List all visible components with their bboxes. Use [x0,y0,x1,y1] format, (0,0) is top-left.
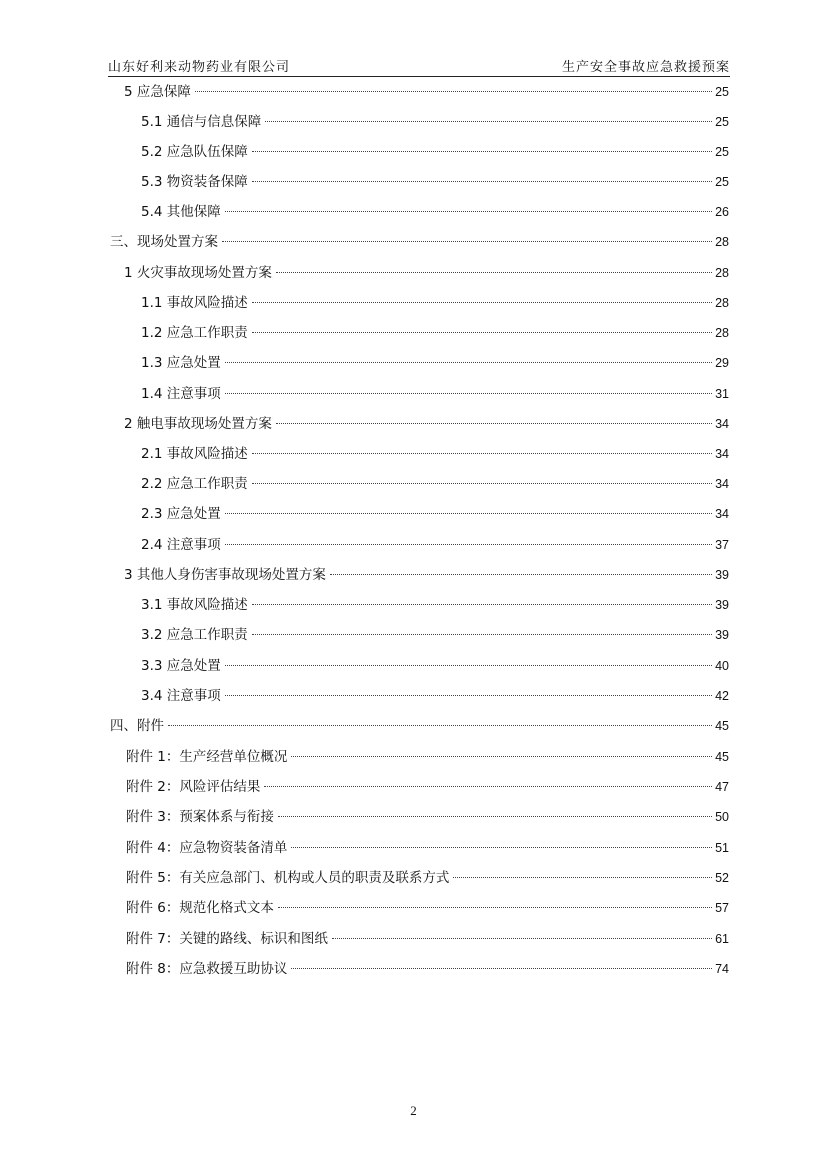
toc-entry-label: 附件 5：有关应急部门、机构或人员的职责及联系方式 [126,870,450,886]
toc-entry-page: 57 [715,901,729,915]
toc-entry-page: 39 [715,628,729,642]
toc-entry-page: 34 [715,447,729,461]
toc-entry[interactable] [141,503,729,525]
toc-leader-dots [252,604,712,605]
toc-entry-label: 2 触电事故现场处置方案 [124,416,272,432]
toc-entry-page: 28 [715,235,729,249]
toc-entry-page: 45 [715,750,729,764]
toc-entry-page: 34 [715,417,729,431]
toc-entry-label: 5.3 物资装备保障 [141,174,248,190]
toc-entry-label: 1.1 事故风险描述 [141,295,248,311]
toc-entry-label: 2.4 注意事项 [141,537,221,553]
toc-entry-label: 3.3 应急处置 [141,658,221,674]
toc-entry[interactable] [141,141,729,163]
toc-entry[interactable] [126,897,729,919]
toc-leader-dots [252,483,712,484]
toc-entry-label: 四、附件 [110,718,164,734]
toc-entry-label: 附件 1：生产经营单位概况 [126,749,288,765]
toc-entry-label: 3.2 应急工作职责 [141,627,248,643]
toc-leader-dots [225,362,712,363]
toc-entry-label: 1.4 注意事项 [141,386,221,402]
toc-entry[interactable] [126,746,729,768]
toc-leader-dots [252,302,712,303]
toc-entry-page: 37 [715,538,729,552]
toc-leader-dots [252,151,712,152]
page-header [108,56,730,77]
toc-leader-dots [330,574,712,575]
toc-entry-label: 5.4 其他保障 [141,204,221,220]
toc-entry-label: 1.3 应急处置 [141,355,221,371]
toc-entry[interactable] [110,231,729,253]
toc-entry-page: 74 [715,962,729,976]
header-document-title: 生产安全事故应急救援预案 [561,60,730,75]
toc-leader-dots [252,332,712,333]
toc-entry-page: 51 [715,841,729,855]
toc-entry-label: 附件 7：关键的路线、标识和图纸 [126,931,328,947]
page-number: 2 [410,1103,417,1118]
toc-entry-page: 34 [715,477,729,491]
toc-leader-dots [225,513,712,514]
toc-entry-page: 28 [715,266,729,280]
toc-entry-label: 5 应急保障 [124,84,191,100]
toc-entry[interactable] [126,867,729,889]
toc-leader-dots [195,91,712,92]
toc-entry[interactable] [141,292,729,314]
toc-entry[interactable] [126,958,729,980]
toc-leader-dots [225,544,712,545]
toc-entry[interactable] [124,413,729,435]
toc-entry[interactable] [124,564,729,586]
toc-entry[interactable] [126,776,729,798]
toc-leader-dots [276,423,712,424]
toc-entry-label: 3.4 注意事项 [141,688,221,704]
toc-leader-dots [276,272,712,273]
toc-leader-dots [225,665,712,666]
toc-entry[interactable] [126,806,729,828]
toc-leader-dots [264,786,712,787]
toc-leader-dots [291,847,712,848]
toc-entry-page: 29 [715,356,729,370]
toc-entry-page: 40 [715,659,729,673]
toc-entry[interactable] [141,201,729,223]
toc-leader-dots [291,968,712,969]
toc-entry-page: 25 [715,145,729,159]
toc-entry[interactable] [124,81,729,103]
toc-entry-page: 50 [715,810,729,824]
toc-entry-page: 25 [715,85,729,99]
toc-entry-label: 5.2 应急队伍保障 [141,144,248,160]
toc-entry-page: 25 [715,175,729,189]
toc-entry-label: 2.1 事故风险描述 [141,446,248,462]
toc-leader-dots [453,877,712,878]
toc-entry[interactable] [110,715,729,737]
toc-entry[interactable] [141,624,729,646]
toc-entry-page: 61 [715,932,729,946]
toc-leader-dots [225,393,712,394]
toc-entry[interactable] [126,928,729,950]
toc-entry-page: 47 [715,780,729,794]
toc-entry[interactable] [141,352,729,374]
toc-entry-label: 2.2 应急工作职责 [141,476,248,492]
toc-entry-label: 附件 2：风险评估结果 [126,779,261,795]
header-company-name: 山东好利来动物药业有限公司 [108,60,291,75]
toc-leader-dots [332,938,712,939]
toc-entry-page: 28 [715,296,729,310]
toc-entry[interactable] [141,111,729,133]
toc-entry-page: 39 [715,598,729,612]
toc-entry[interactable] [141,171,729,193]
toc-entry-page: 26 [715,205,729,219]
toc-entry-label: 附件 6：规范化格式文本 [126,900,274,916]
toc-leader-dots [278,907,712,908]
toc-entry-page: 45 [715,719,729,733]
toc-entry[interactable] [141,685,729,707]
toc-entry-page: 25 [715,115,729,129]
toc-entry[interactable] [124,262,729,284]
toc-entry-page: 28 [715,326,729,340]
toc-entry-label: 5.1 通信与信息保障 [141,114,262,130]
toc-entry-page: 42 [715,689,729,703]
toc-entry-label: 1 火灾事故现场处置方案 [124,265,272,281]
toc-entry-page: 34 [715,507,729,521]
toc-leader-dots [252,181,712,182]
toc-leader-dots [278,816,712,817]
toc-entry[interactable] [141,473,729,495]
toc-entry-page: 39 [715,568,729,582]
toc-entry-label: 1.2 应急工作职责 [141,325,248,341]
toc-entry[interactable] [141,322,729,344]
toc-entry[interactable] [141,534,729,556]
toc-entry-label: 3 其他人身伤害事故现场处置方案 [124,567,326,583]
toc-entry-page: 31 [715,387,729,401]
toc-leader-dots [265,121,712,122]
toc-entry[interactable] [141,443,729,465]
toc-leader-dots [252,634,712,635]
toc-entry-page: 52 [715,871,729,885]
toc-entry-label: 三、现场处置方案 [110,234,218,250]
toc-entry-label: 2.3 应急处置 [141,506,221,522]
toc-leader-dots [252,453,712,454]
toc-entry-label: 3.1 事故风险描述 [141,597,248,613]
toc-entry-label: 附件 8：应急救援互助协议 [126,961,288,977]
toc-entry[interactable] [141,594,729,616]
toc-entry-label: 附件 3：预案体系与衔接 [126,809,274,825]
toc-entry-label: 附件 4：应急物资装备清单 [126,840,288,856]
toc-entry[interactable] [126,837,729,859]
toc-leader-dots [168,725,712,726]
toc-leader-dots [225,211,712,212]
toc-leader-dots [222,241,712,242]
toc-entry[interactable] [141,383,729,405]
toc-entry[interactable] [141,655,729,677]
toc-leader-dots [291,756,712,757]
toc-leader-dots [225,695,712,696]
